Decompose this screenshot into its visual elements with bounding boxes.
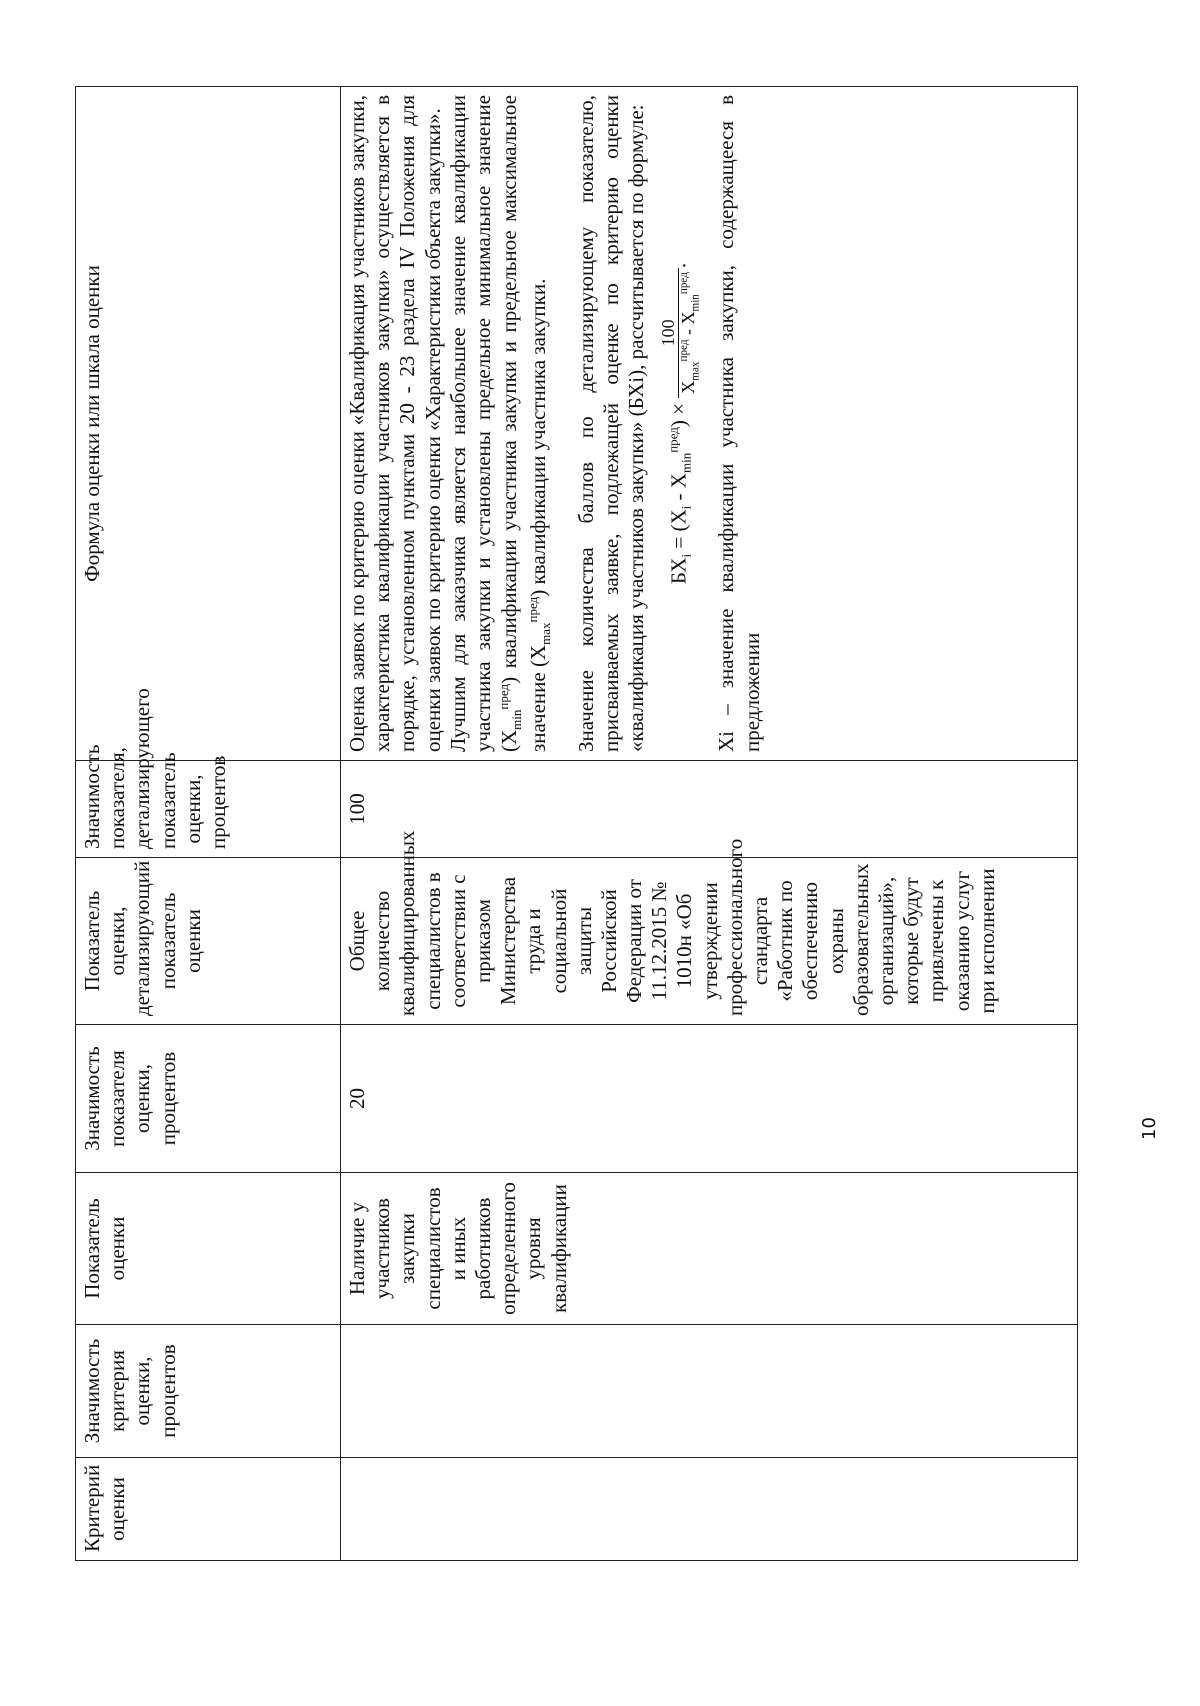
evaluation-table xyxy=(75,86,1078,1561)
cell-detail-indicator: Общее количество квалифицированных специалистов в соответствии с приказом Министерства труда и социальной защиты Российской Федерации от 11.12.2015 № 1010н «Об утверждении профессионального стандарта «Работник по обеспечению охраны образовательных организаций», которые будут привлечены к оказанию услуг при исполнении xyxy=(341,858,1078,1025)
cell-criterion xyxy=(341,1458,1078,1561)
header-indicator-weight: Значимость показателя оценки, процентов xyxy=(76,1025,341,1173)
header-criterion: Критерий оценки xyxy=(76,1458,341,1561)
cell-formula xyxy=(341,87,1078,761)
cell-criterion-weight xyxy=(341,1325,1078,1458)
formula-paragraph-2: Лучшим для заказчика является наибольшее значение квалификации участника закупки и установлены предельное минимальное значение $(X_{min}^{пред})$ квалификации участника закупки и предельное максимальное значение $(X_{max}^{пред})$ квалификации участника закупки. xyxy=(445,95,554,752)
cell-detail-weight: 100 xyxy=(341,761,1078,858)
cell-indicator: Наличие у участников закупки специалистов и иных работников определенного уровня квалификации xyxy=(341,1173,1078,1325)
score-formula: $БХ_i = (X_i - X_{min}^{пред})$ × 100 $X_{max}^{пред} - X_{min}^{пред}$ . xyxy=(658,262,702,585)
header-formula: Формула оценки или шкала оценки xyxy=(76,87,341,761)
page-number: 10 xyxy=(1138,1117,1160,1140)
header-criterion-weight: Значимость критерия оценки, процентов xyxy=(76,1325,341,1458)
rotated-page xyxy=(75,86,1078,1561)
formula-fraction: 100 $X_{max}^{пред} - X_{min}^{пред}$ xyxy=(659,268,702,398)
header-detail-weight: Значимость показателя, детализирующего показатель оценки, процентов xyxy=(76,761,341,858)
header-row xyxy=(76,87,341,1561)
formula-paragraph-3: Значение количества баллов по детализирующему показателю, присваиваемых заявке, подлежащей оценке по критерию оценки «квалификация участников закупки» (БХi), рассчитывается по формуле: xyxy=(573,95,649,752)
table-row xyxy=(341,87,1078,1561)
header-indicator: Показатель оценки xyxy=(76,1173,341,1325)
cell-indicator-weight: 20 xyxy=(341,1025,1078,1173)
formula-paragraph-1: Оценка заявок по критерию оценки «Квалификация участников закупки, характеристика квалификации участников закупки» осуществляется в порядке, установленном пунктами 20 - 23 раздела IV Положения для оценки заявок по критерию оценки «Характеристики объекта закупки». xyxy=(345,95,445,752)
formula-paragraph-4: Xi – значение квалификации участника закупки, содержащееся в предложении xyxy=(714,95,764,752)
header-detail-indicator: Показатель оценки, детализирующий показатель оценки xyxy=(76,858,341,1025)
